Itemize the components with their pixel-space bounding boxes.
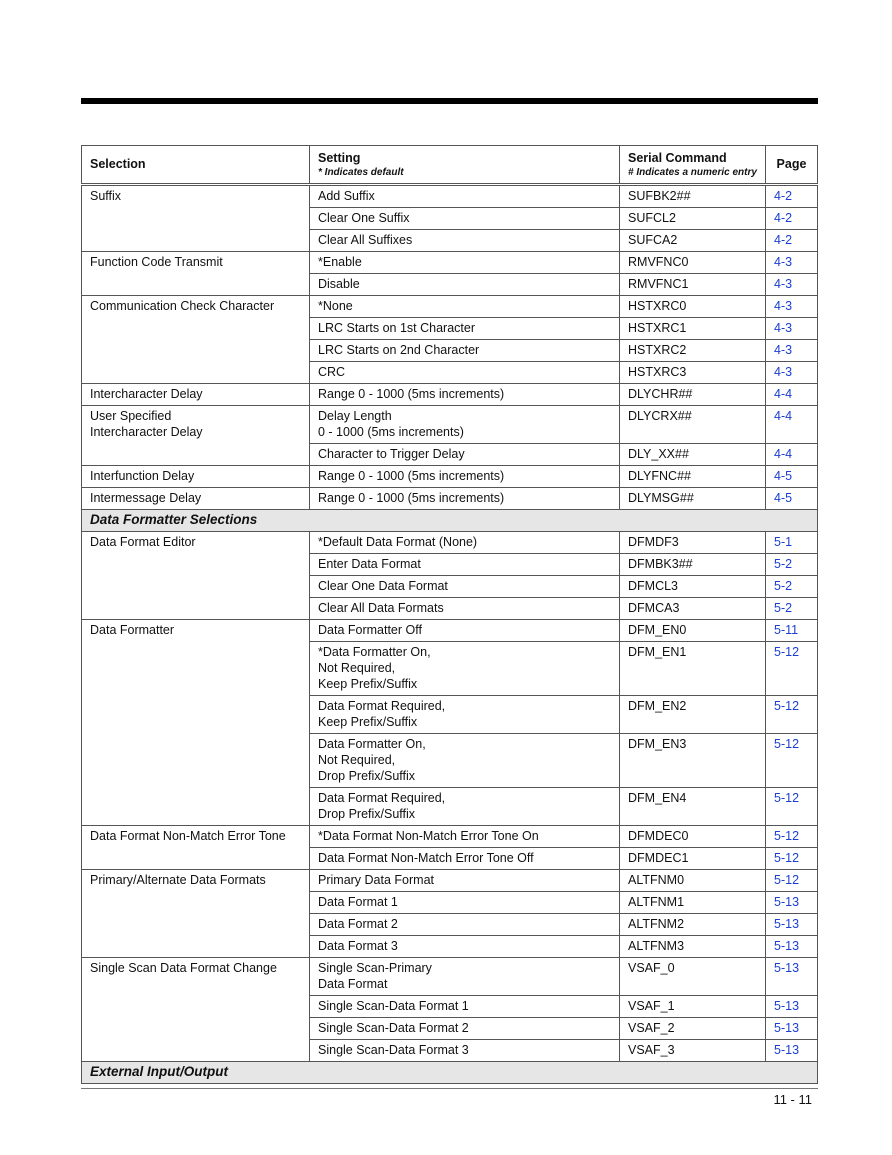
- page-link[interactable]: 5-2: [766, 598, 818, 620]
- selection-cell: Data Format Editor: [82, 532, 310, 620]
- setting-cell: Single Scan-Data Format 3: [310, 1040, 620, 1062]
- page-link[interactable]: 5-2: [766, 576, 818, 598]
- serial-command-cell: DLYFNC##: [620, 466, 766, 488]
- top-rule: [81, 98, 818, 104]
- page-link[interactable]: 4-2: [766, 185, 818, 208]
- page-link[interactable]: 5-12: [766, 848, 818, 870]
- table-body: [82, 185, 818, 1084]
- table-row: [82, 384, 818, 406]
- selection-cell: Single Scan Data Format Change: [82, 958, 310, 1062]
- setting-cell: Enter Data Format: [310, 554, 620, 576]
- table-row: [82, 185, 818, 208]
- serial-command-cell: RMVFNC1: [620, 274, 766, 296]
- table-header-row: [82, 146, 818, 185]
- setting-cell: Range 0 - 1000 (5ms increments): [310, 384, 620, 406]
- selection-cell: Interfunction Delay: [82, 466, 310, 488]
- serial-command-cell: DLYCRX##: [620, 406, 766, 444]
- table-row: [82, 252, 818, 274]
- serial-command-cell: DFMDEC1: [620, 848, 766, 870]
- setting-cell: Single Scan-Primary Data Format: [310, 958, 620, 996]
- setting-cell: Single Scan-Data Format 2: [310, 1018, 620, 1040]
- header-serial-command: Serial Command # Indicates a numeric entry: [620, 146, 766, 185]
- serial-command-cell: VSAF_1: [620, 996, 766, 1018]
- page-link[interactable]: 4-5: [766, 466, 818, 488]
- page-link[interactable]: 5-12: [766, 734, 818, 788]
- page-link[interactable]: 5-1: [766, 532, 818, 554]
- serial-command-cell: DFMDEC0: [620, 826, 766, 848]
- page-link[interactable]: 4-2: [766, 208, 818, 230]
- setting-cell: Primary Data Format: [310, 870, 620, 892]
- selection-cell: User Specified Intercharacter Delay: [82, 406, 310, 466]
- page-link[interactable]: 5-13: [766, 914, 818, 936]
- page-link[interactable]: 4-3: [766, 340, 818, 362]
- serial-command-table: [81, 145, 818, 1084]
- serial-command-cell: SUFCA2: [620, 230, 766, 252]
- page-link[interactable]: 5-13: [766, 958, 818, 996]
- table-row: [82, 958, 818, 996]
- page-link[interactable]: 4-4: [766, 406, 818, 444]
- setting-cell: Add Suffix: [310, 185, 620, 208]
- section-title: Data Formatter Selections: [82, 510, 818, 532]
- serial-command-cell: DLYMSG##: [620, 488, 766, 510]
- page-link[interactable]: 4-3: [766, 318, 818, 340]
- section-title: External Input/Output: [82, 1062, 818, 1084]
- setting-cell: Data Format Required, Drop Prefix/Suffix: [310, 788, 620, 826]
- serial-command-cell: VSAF_3: [620, 1040, 766, 1062]
- setting-cell: *Data Formatter On, Not Required, Keep Prefix/Suffix: [310, 642, 620, 696]
- selection-cell: Intermessage Delay: [82, 488, 310, 510]
- serial-command-cell: SUFBK2##: [620, 185, 766, 208]
- page-link[interactable]: 5-2: [766, 554, 818, 576]
- serial-command-cell: DFM_EN3: [620, 734, 766, 788]
- page-link[interactable]: 4-3: [766, 252, 818, 274]
- serial-command-cell: DLYCHR##: [620, 384, 766, 406]
- setting-cell: Clear All Suffixes: [310, 230, 620, 252]
- setting-cell: Clear All Data Formats: [310, 598, 620, 620]
- table-row: [82, 466, 818, 488]
- page-link[interactable]: 5-12: [766, 788, 818, 826]
- page-link[interactable]: 5-13: [766, 1018, 818, 1040]
- serial-command-cell: HSTXRC2: [620, 340, 766, 362]
- selection-cell: Intercharacter Delay: [82, 384, 310, 406]
- setting-cell: Data Format 2: [310, 914, 620, 936]
- page-link[interactable]: 5-11: [766, 620, 818, 642]
- selection-cell: Function Code Transmit: [82, 252, 310, 296]
- serial-command-cell: DFM_EN4: [620, 788, 766, 826]
- page-link[interactable]: 5-13: [766, 936, 818, 958]
- setting-cell: Data Format Non-Match Error Tone Off: [310, 848, 620, 870]
- serial-command-cell: DFMBK3##: [620, 554, 766, 576]
- page-link[interactable]: 4-3: [766, 362, 818, 384]
- table-row: [82, 296, 818, 318]
- page-link[interactable]: 5-13: [766, 996, 818, 1018]
- page-link[interactable]: 5-13: [766, 892, 818, 914]
- page-link[interactable]: 4-2: [766, 230, 818, 252]
- setting-cell: Data Format 1: [310, 892, 620, 914]
- serial-command-cell: ALTFNM2: [620, 914, 766, 936]
- serial-command-cell: ALTFNM1: [620, 892, 766, 914]
- selection-cell: Suffix: [82, 185, 310, 252]
- selection-cell: Communication Check Character: [82, 296, 310, 384]
- selection-cell: Data Formatter: [82, 620, 310, 826]
- serial-command-cell: RMVFNC0: [620, 252, 766, 274]
- setting-cell: LRC Starts on 2nd Character: [310, 340, 620, 362]
- serial-command-cell: HSTXRC0: [620, 296, 766, 318]
- header-selection: Selection: [82, 146, 310, 185]
- setting-cell: LRC Starts on 1st Character: [310, 318, 620, 340]
- serial-command-cell: DFM_EN1: [620, 642, 766, 696]
- table-row: [82, 406, 818, 444]
- selection-cell: Data Format Non-Match Error Tone: [82, 826, 310, 870]
- page-link[interactable]: 4-3: [766, 296, 818, 318]
- serial-command-cell: DFM_EN2: [620, 696, 766, 734]
- header-setting: Setting * Indicates default: [310, 146, 620, 185]
- section-header-row: [82, 1062, 818, 1084]
- setting-cell: Range 0 - 1000 (5ms increments): [310, 488, 620, 510]
- page-link[interactable]: 4-4: [766, 384, 818, 406]
- page-number: 11 - 11: [773, 1092, 812, 1107]
- serial-command-cell: DFMCA3: [620, 598, 766, 620]
- setting-cell: Character to Trigger Delay: [310, 444, 620, 466]
- table-row: [82, 620, 818, 642]
- setting-cell: CRC: [310, 362, 620, 384]
- table-row: [82, 532, 818, 554]
- serial-command-cell: VSAF_2: [620, 1018, 766, 1040]
- serial-command-cell: ALTFNM0: [620, 870, 766, 892]
- serial-command-cell: DFM_EN0: [620, 620, 766, 642]
- setting-cell: Single Scan-Data Format 1: [310, 996, 620, 1018]
- page-link[interactable]: 5-12: [766, 826, 818, 848]
- serial-command-cell: DFMCL3: [620, 576, 766, 598]
- setting-cell: Data Formatter On, Not Required, Drop Prefix/Suffix: [310, 734, 620, 788]
- setting-cell: Data Format 3: [310, 936, 620, 958]
- serial-command-cell: VSAF_0: [620, 958, 766, 996]
- serial-command-cell: HSTXRC1: [620, 318, 766, 340]
- setting-cell: *Data Format Non-Match Error Tone On: [310, 826, 620, 848]
- page-link[interactable]: 4-3: [766, 274, 818, 296]
- serial-command-cell: ALTFNM3: [620, 936, 766, 958]
- setting-cell: Range 0 - 1000 (5ms increments): [310, 466, 620, 488]
- page-link[interactable]: 4-5: [766, 488, 818, 510]
- setting-cell: Delay Length 0 - 1000 (5ms increments): [310, 406, 620, 444]
- footer-rule: [81, 1088, 818, 1089]
- setting-cell: Disable: [310, 274, 620, 296]
- table-row: [82, 870, 818, 892]
- table-row: [82, 826, 818, 848]
- setting-cell: Clear One Suffix: [310, 208, 620, 230]
- setting-cell: Data Format Required, Keep Prefix/Suffix: [310, 696, 620, 734]
- page-link[interactable]: 5-12: [766, 870, 818, 892]
- setting-cell: Clear One Data Format: [310, 576, 620, 598]
- selection-cell: Primary/Alternate Data Formats: [82, 870, 310, 958]
- page-link[interactable]: 5-12: [766, 696, 818, 734]
- header-setting-note: * Indicates default: [318, 166, 404, 178]
- page-link[interactable]: 5-13: [766, 1040, 818, 1062]
- serial-command-cell: SUFCL2: [620, 208, 766, 230]
- table-row: [82, 488, 818, 510]
- page-link[interactable]: 4-4: [766, 444, 818, 466]
- setting-cell: *None: [310, 296, 620, 318]
- serial-command-cell: HSTXRC3: [620, 362, 766, 384]
- setting-cell: *Default Data Format (None): [310, 532, 620, 554]
- header-page: Page: [766, 146, 818, 185]
- section-header-row: [82, 510, 818, 532]
- header-serial-note: # Indicates a numeric entry: [628, 166, 757, 178]
- serial-command-cell: DFMDF3: [620, 532, 766, 554]
- setting-cell: Data Formatter Off: [310, 620, 620, 642]
- page-link[interactable]: 5-12: [766, 642, 818, 696]
- setting-cell: *Enable: [310, 252, 620, 274]
- serial-command-cell: DLY_XX##: [620, 444, 766, 466]
